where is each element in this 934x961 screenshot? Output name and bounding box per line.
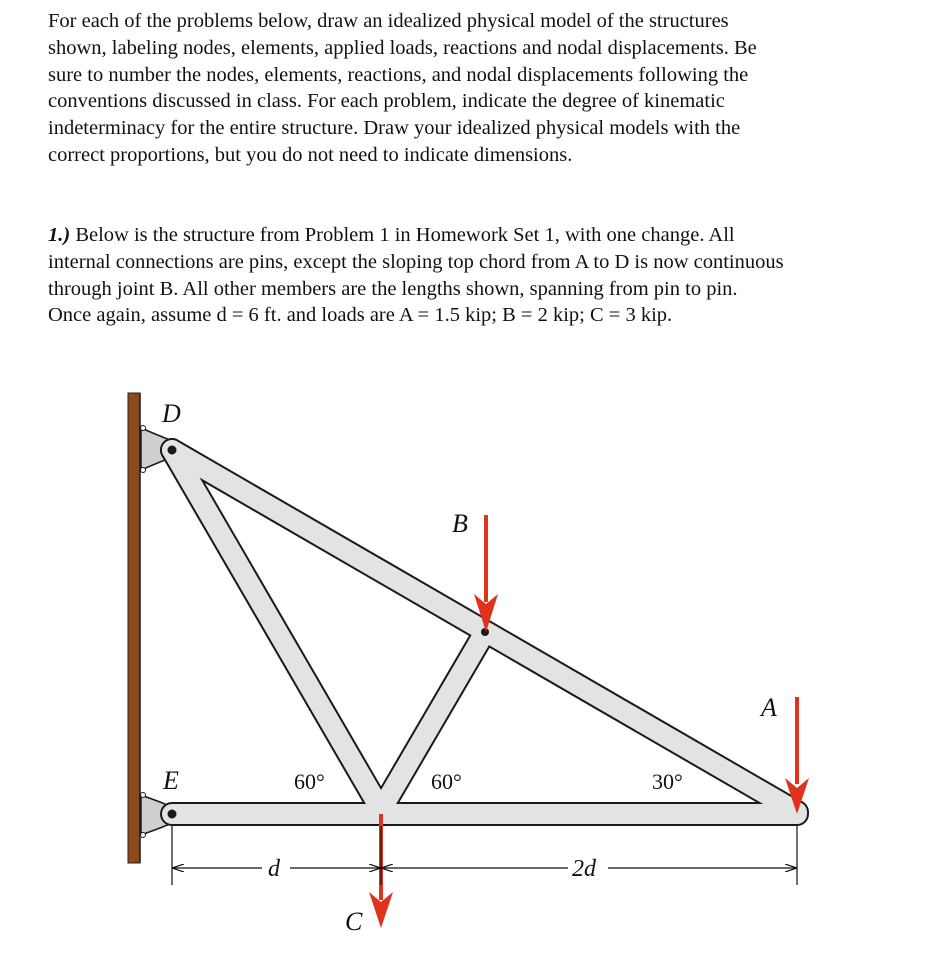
problem-number: 1.) [48,224,71,246]
pin-e [168,810,177,819]
node-label-a: A [761,693,777,722]
intro-line: shown, labeling nodes, elements, applied loads, reactions and nodal displacements. Be [48,36,757,59]
intro-line: sure to number the nodes, elements, reactions, and nodal displacements following the [48,63,749,86]
pin-d [168,446,177,455]
angle-label-right: 60° [431,769,462,794]
node-label-b: B [452,509,468,538]
intro-line: indeterminacy for the entire structure. Draw your idealized physical models with the [48,117,741,140]
problem-line: through joint B. All other members are the lengths shown, spanning from pin to pin. [48,277,738,300]
dimension-label-2d: 2d [572,856,596,882]
intro-line: For each of the problems below, draw an idealized physical model of the structures [48,10,729,32]
problem-line: internal connections are pins, except the sloping top chord from A to D is now continuous [48,250,784,273]
dimension-line [172,826,797,885]
problem-line-text: Below is the structure from Problem 1 in Homework Set 1, with one change. All [75,224,735,246]
angle-label-left: 60° [294,769,325,794]
dimension-label-d: d [268,856,280,882]
pin-b [481,628,489,636]
angle-label-a: 30° [652,769,683,794]
node-label-e: E [163,766,179,795]
node-label-c: C [345,907,363,936]
intro-line: correct proportions, but you do not need to indicate dimensions. [48,143,573,166]
problem-line: Once again, assume d = 6 ft. and loads are A = 1.5 kip; B = 2 kip; C = 3 kip. [48,304,673,327]
intro-line: conventions discussed in class. For each problem, indicate the degree of kinematic [48,90,725,113]
node-label-d: D [162,399,181,428]
wall [128,393,140,863]
